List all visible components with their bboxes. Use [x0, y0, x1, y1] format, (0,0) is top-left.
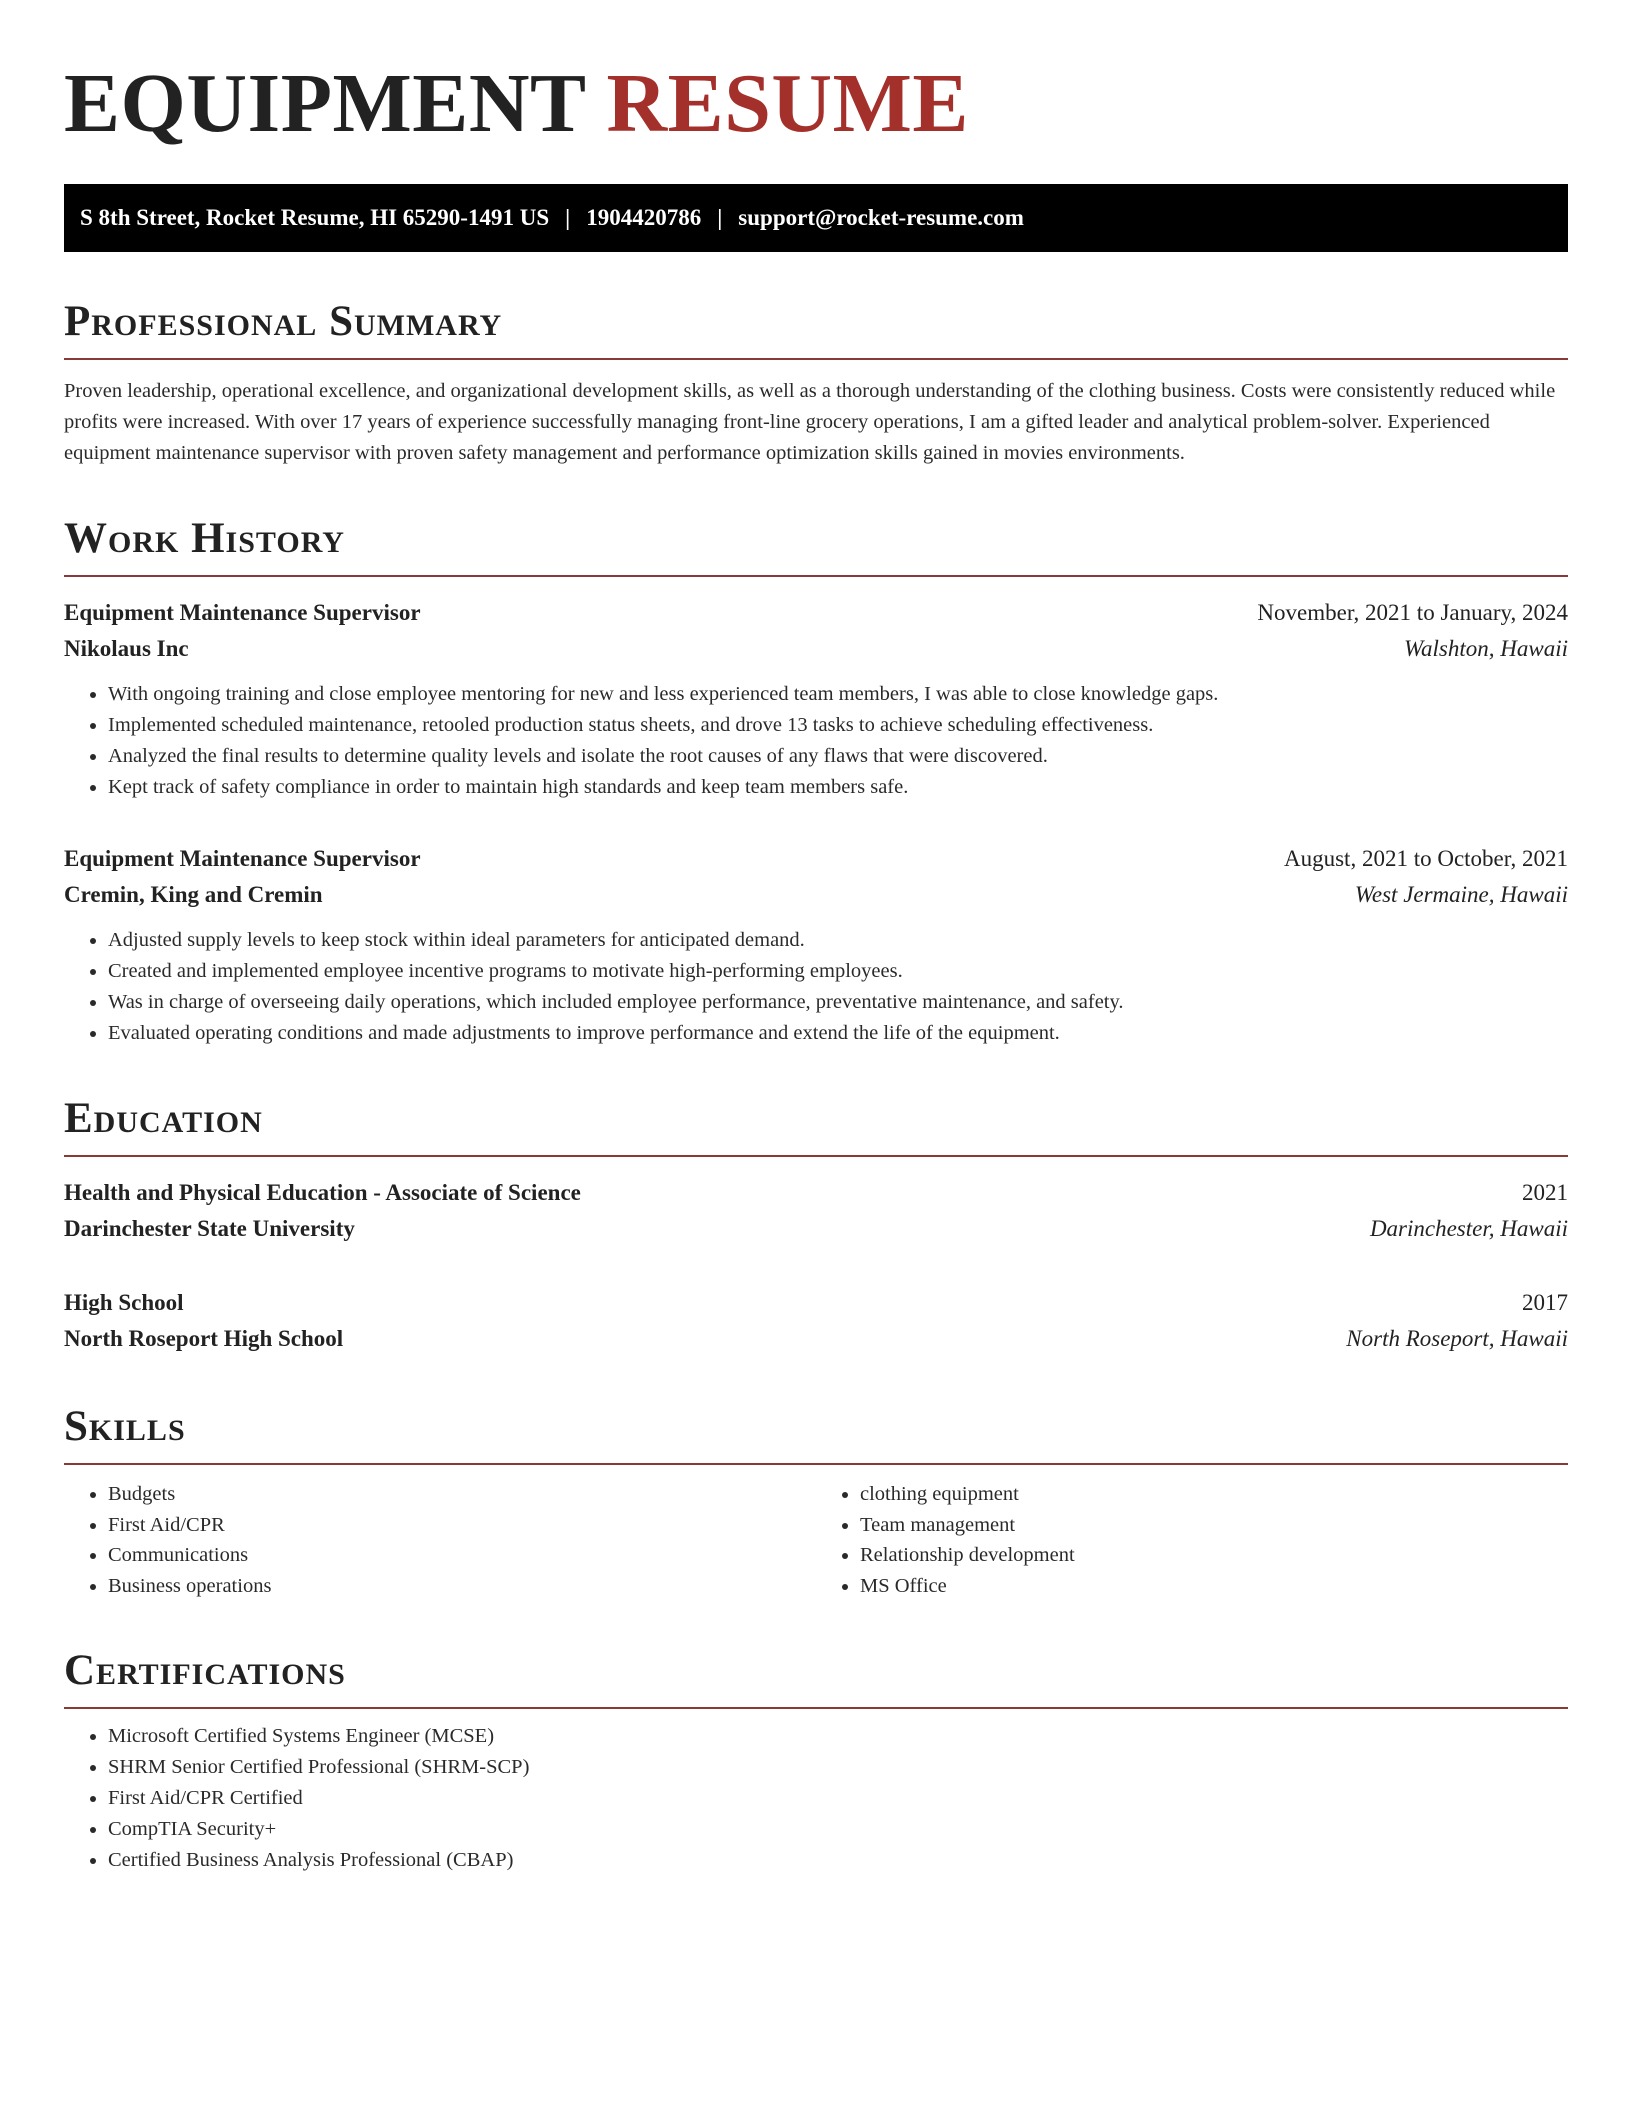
contact-separator: |	[717, 205, 723, 230]
education-entry	[64, 1285, 1568, 1357]
section-divider	[64, 575, 1568, 577]
work-history-heading: Work History	[64, 515, 345, 562]
education-year: 2021	[1522, 1180, 1568, 1205]
skill-item: • Team management	[860, 1510, 1568, 1541]
job-bullets	[64, 679, 1568, 803]
education-heading: Education	[64, 1095, 263, 1142]
section-divider	[64, 1707, 1568, 1709]
skill-item: • First Aid/CPR	[108, 1510, 816, 1541]
resume-title	[64, 56, 1568, 152]
section-divider	[64, 358, 1568, 360]
job-bullets	[64, 925, 1568, 1049]
job-bullet: • Kept track of safety compliance in order to maintain high standards and keep team members safe.	[108, 772, 1568, 803]
job-title: Equipment Maintenance Supervisor	[64, 846, 421, 871]
certification-item: • CompTIA Security+	[108, 1814, 1568, 1845]
job-entry	[64, 841, 1568, 1049]
job-bullet: • Created and implemented employee incentive programs to motivate high-performing employees.	[108, 956, 1568, 987]
certifications-list	[64, 1721, 1568, 1876]
job-bullet: • Evaluated operating conditions and made adjustments to improve performance and extend the life of the equipment.	[108, 1018, 1568, 1049]
job-dates: August, 2021 to October, 2021	[1284, 846, 1568, 871]
education-school: Darinchester State University	[64, 1216, 355, 1241]
education-year: 2017	[1522, 1290, 1568, 1315]
section-divider	[64, 1155, 1568, 1157]
skill-item: • Budgets	[108, 1479, 816, 1510]
skill-item: • MS Office	[860, 1571, 1568, 1602]
skills-heading: Skills	[64, 1403, 186, 1450]
skill-item: • clothing equipment	[860, 1479, 1568, 1510]
skills-column-left	[64, 1479, 816, 1601]
summary-text: Proven leadership, operational excellence, and organizational development skills, as well as a thorough understanding of the clothing business. Costs were consistently reduced while profits were increased. With over 17 years of experience successfully managing front-line grocery operations, I am a gifted leader and analytical problem-solver. Experienced equipment maintenance supervisor with proven safety management and performance optimization skills gained in movies environments.	[64, 380, 1556, 464]
certification-item: • Certified Business Analysis Professional (CBAP)	[108, 1845, 1568, 1876]
job-bullet: • Was in charge of overseeing daily operations, which included employee performance, preventative maintenance, and safety.	[108, 987, 1568, 1018]
job-title: Equipment Maintenance Supervisor	[64, 600, 421, 625]
job-location: Walshton, Hawaii	[1403, 636, 1568, 661]
certification-item: • First Aid/CPR Certified	[108, 1783, 1568, 1814]
education-school: North Roseport High School	[64, 1326, 344, 1351]
skills-grid	[64, 1479, 1568, 1601]
education-degree: High School	[64, 1290, 184, 1315]
job-company: Nikolaus Inc	[64, 636, 189, 661]
skill-item: • Business operations	[108, 1571, 816, 1602]
job-entry	[64, 595, 1568, 803]
skills-column-right	[816, 1479, 1568, 1601]
title-accent: RESUME	[606, 57, 969, 150]
certification-item: • Microsoft Certified Systems Engineer (MCSE)	[108, 1721, 1568, 1752]
contact-separator: |	[565, 205, 571, 230]
job-company: Cremin, King and Cremin	[64, 882, 323, 907]
job-bullet: • Implemented scheduled maintenance, retooled production status sheets, and drove 13 tasks to achieve scheduling effectiveness.	[108, 710, 1568, 741]
education-location: Darinchester, Hawaii	[1369, 1216, 1568, 1241]
title-main: EQUIPMENT	[64, 57, 586, 150]
education-entry	[64, 1175, 1568, 1247]
job-dates: November, 2021 to January, 2024	[1257, 600, 1568, 625]
summary-heading: Professional Summary	[64, 298, 503, 345]
contact-email: support@rocket-resume.com	[738, 205, 1024, 230]
contact-address: S 8th Street, Rocket Resume, HI 65290-1491 US	[80, 205, 550, 230]
skill-item: • Relationship development	[860, 1540, 1568, 1571]
skill-item: • Communications	[108, 1540, 816, 1571]
education-location: North Roseport, Hawaii	[1346, 1326, 1568, 1351]
education-degree: Health and Physical Education - Associate of Science	[64, 1180, 581, 1205]
job-location: West Jermaine, Hawaii	[1354, 882, 1568, 907]
certification-item: • SHRM Senior Certified Professional (SHRM-SCP)	[108, 1752, 1568, 1783]
contact-bar	[64, 184, 1568, 252]
job-bullet: • Analyzed the final results to determine quality levels and isolate the root causes of any flaws that were discovered.	[108, 741, 1568, 772]
contact-phone: 1904420786	[586, 205, 702, 230]
certifications-heading: Certifications	[64, 1647, 346, 1694]
section-divider	[64, 1463, 1568, 1465]
job-bullet: • With ongoing training and close employee mentoring for new and less experienced team members, I was able to close knowledge gaps.	[108, 679, 1568, 710]
job-bullet: • Adjusted supply levels to keep stock within ideal parameters for anticipated demand.	[108, 925, 1568, 956]
